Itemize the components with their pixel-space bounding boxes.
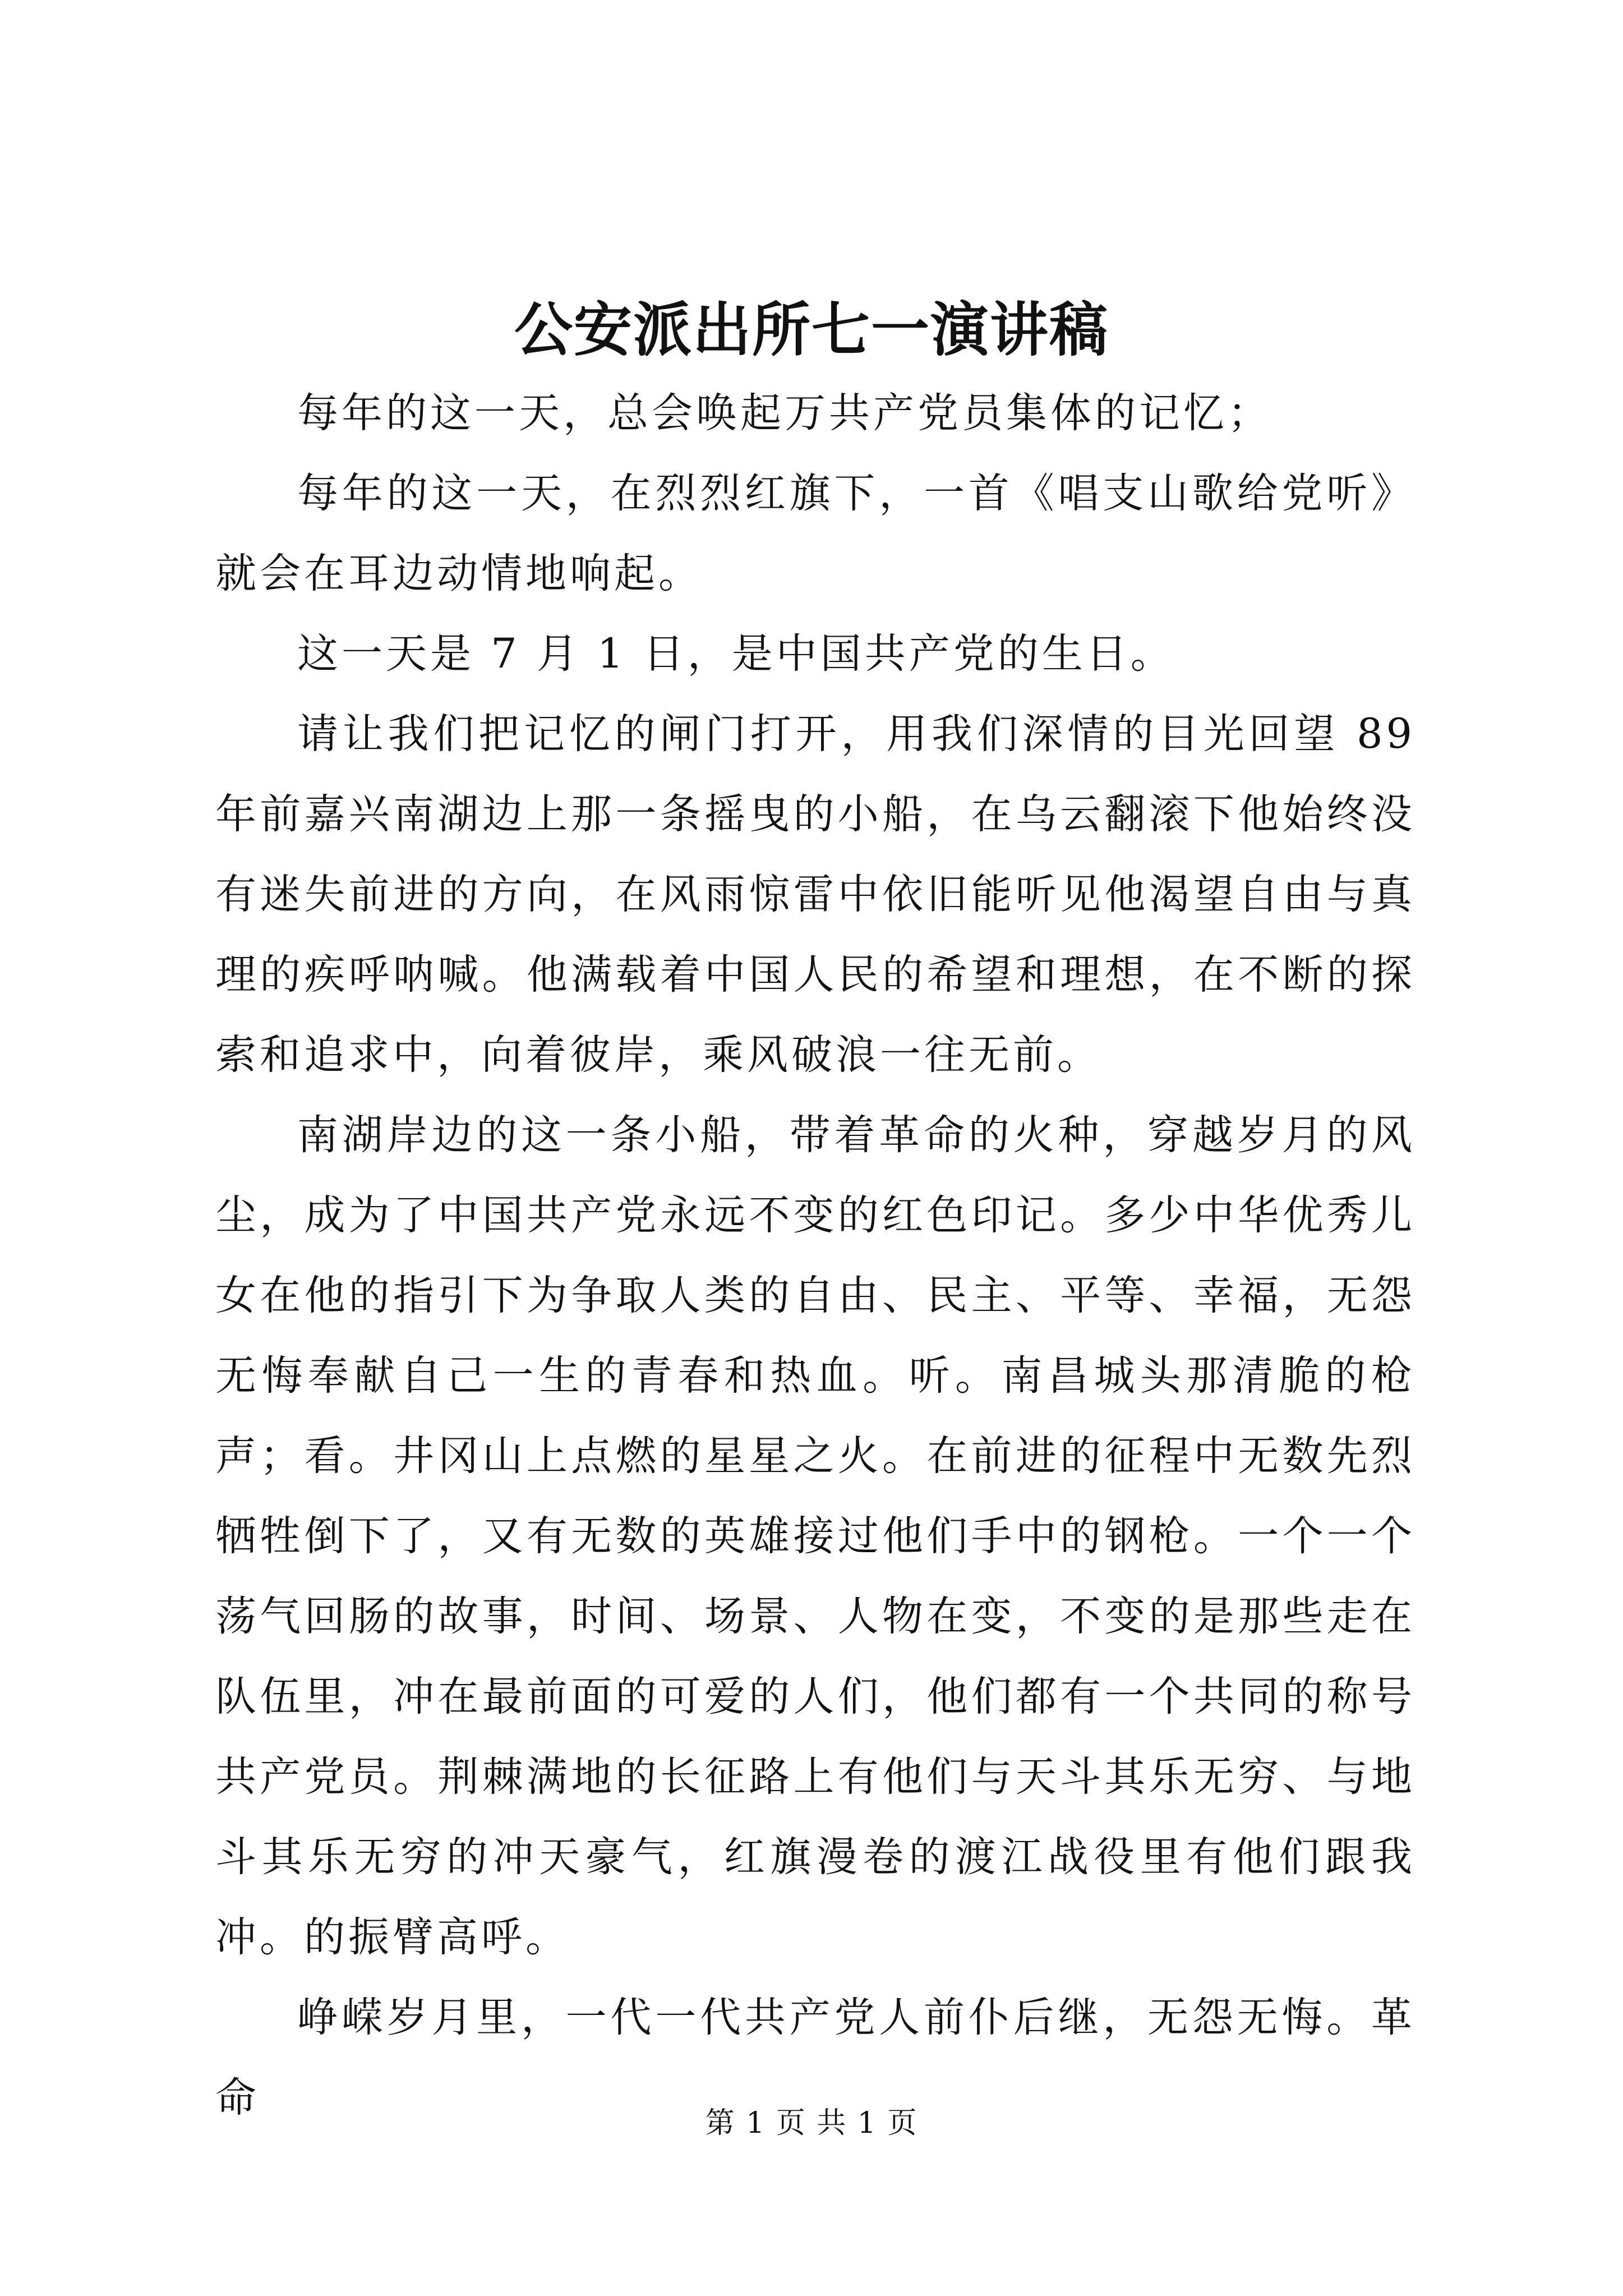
page-footer: 第 1 页 共 1 页 xyxy=(705,2106,918,2140)
paragraph: 每年的这一天，总会唤起万共产党员集体的记忆； xyxy=(297,389,1272,437)
paragraph: 每年的这一天，在烈烈红旗下，一首《唱支山歌给党听》就会在耳边动情地响起。 xyxy=(215,470,1415,597)
paragraph: 请让我们把记忆的闸门打开，用我们深情的目光回望 89 年前嘉兴南湖边上那一条摇曳的小船，在乌云翻滚下他始终没有迷失前进的方向，在风雨惊雷中依旧能听见他渴望自由与真理的疾呼呐喊。他满载着中国人民的希望和理想，在不断的探索和追求中，向着彼岸，乘风破浪一往无前。 xyxy=(215,710,1415,1079)
paragraph: 南湖岸边的这一条小船，带着革命的火种，穿越岁月的风尘，成为了中国共产党永远不变的红色印记。多少中华优秀儿女在他的指引下为争取人类的自由、民主、平等、幸福，无怨无悔奉献自己一生的青春和热血。听。南昌城头那清脆的枪声；看。井冈山上点燃的星星之火。在前进的征程中无数先烈牺牲倒下了，又有无数的英雄接过他们手中的钢枪。一个一个荡气回肠的故事，时间、场景、人物在变，不变的是那些走在队伍里，冲在最前面的可爱的人们，他们都有一个共同的称号共产党员。荆棘满地的长征路上有他们与天斗其乐无穷、与地斗其乐无穷的冲天豪气，红旗漫卷的渡江战役里有他们跟我冲。的振臂高呼。 xyxy=(215,1111,1415,1961)
page-title: 公安派出所七一演讲稿 xyxy=(514,295,1109,364)
paragraph: 峥嵘岁月里，一代一代共产党人前仆后继，无怨无悔。革命 xyxy=(215,1994,1415,2122)
document-body xyxy=(215,373,1415,2138)
paragraph: 这一天是 7 月 1 日，是中国共产党的生日。 xyxy=(297,630,1175,678)
